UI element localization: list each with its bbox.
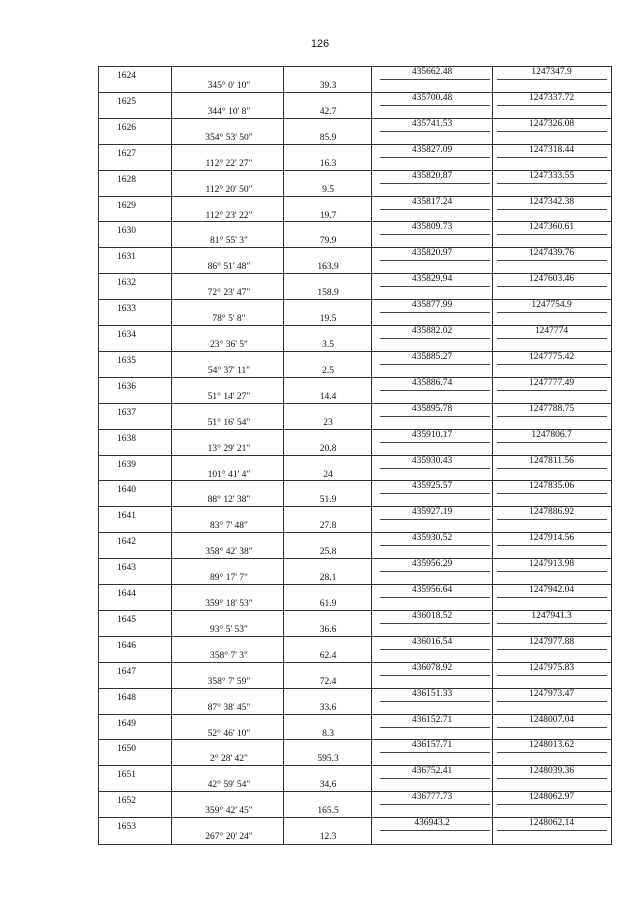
y-coordinate: 1247774: [534, 326, 569, 336]
value-underline: [380, 675, 490, 676]
bearing-angle: 54° 37' 11": [207, 365, 251, 376]
point-id: 1639: [117, 459, 136, 470]
value-underline: [380, 597, 490, 598]
x-coordinate: 435930.52: [411, 533, 453, 544]
distance-value: 163.9: [317, 262, 339, 273]
bearing-angle: 51° 16' 54": [207, 417, 251, 428]
distance-value: 27.8: [319, 521, 337, 532]
point-id: 1643: [117, 563, 136, 574]
distance-value: 85.9: [319, 132, 337, 143]
value-underline: [497, 131, 607, 132]
value-underline: [380, 364, 490, 365]
point-id: 1646: [117, 640, 136, 651]
y-coordinate: 1247942.04: [528, 585, 575, 595]
table-row: [99, 299, 611, 324]
y-coordinate: 1247941.3: [531, 610, 572, 621]
table-row: [99, 817, 611, 842]
table-row: [99, 92, 611, 117]
value-underline: [380, 545, 490, 546]
value-underline: [497, 493, 607, 494]
table-row: [99, 351, 611, 376]
point-id: 1641: [117, 511, 136, 522]
bearing-angle: 88° 12' 38": [207, 495, 251, 506]
y-coordinate: 1248062.97: [528, 792, 575, 803]
x-coordinate: 435877.99: [411, 300, 453, 311]
value-underline: [497, 701, 607, 702]
point-id: 1638: [117, 433, 136, 444]
value-underline: [497, 157, 607, 158]
y-coordinate: 1248039.36: [528, 766, 575, 777]
distance-value: 39.3: [319, 81, 337, 91]
table-row: [99, 558, 611, 583]
value-underline: [497, 804, 607, 805]
y-coordinate: 1247811.56: [529, 455, 574, 466]
distance-value: 24: [323, 469, 333, 480]
table-row: [99, 584, 611, 609]
bearing-angle: 358° 7' 3": [210, 650, 248, 661]
point-id: 1647: [117, 666, 136, 677]
y-coordinate: 1247318.44: [528, 144, 575, 155]
value-underline: [497, 364, 607, 365]
bearing-angle: 83° 7' 48": [210, 521, 248, 532]
value-underline: [380, 312, 490, 313]
distance-value: 158.9: [317, 288, 339, 299]
value-underline: [380, 338, 490, 339]
y-coordinate: 1247439.76: [528, 248, 575, 259]
table-row: [99, 739, 611, 764]
table-row: [99, 506, 611, 531]
y-coordinate: 1248007.04: [528, 714, 575, 725]
value-underline: [380, 209, 490, 210]
bearing-angle: 42° 59' 54": [207, 780, 251, 791]
x-coordinate: 436018.52: [411, 610, 453, 621]
distance-value: 14.4: [319, 391, 337, 402]
table-row: [99, 429, 611, 454]
x-coordinate: 436152.71: [411, 714, 453, 725]
bearing-angle: 2° 28' 42": [210, 754, 248, 765]
bearing-angle: 358° 42' 38": [205, 547, 253, 558]
distance-value: 23: [323, 417, 333, 428]
y-coordinate: 1248013.62: [528, 740, 575, 751]
x-coordinate: 435809.73: [411, 222, 453, 233]
page-number: 126: [310, 38, 330, 50]
value-underline: [380, 752, 490, 753]
bearing-angle: 358° 7' 59": [207, 676, 251, 687]
value-underline: [497, 623, 607, 624]
distance-value: 28.1: [319, 573, 337, 584]
table-row: [99, 455, 611, 480]
x-coordinate: 436777.73: [411, 792, 453, 803]
table-row: [99, 532, 611, 557]
point-id: 1642: [117, 537, 136, 548]
y-coordinate: 1247326.08: [528, 118, 575, 129]
x-coordinate: 435817.24: [411, 196, 453, 207]
value-underline: [497, 778, 607, 779]
bearing-angle: 345° 0' 10": [207, 81, 251, 91]
value-underline: [380, 727, 490, 728]
x-coordinate: 435820.87: [411, 170, 453, 181]
x-coordinate: 435925.57: [411, 481, 453, 492]
x-coordinate: 435882.02: [411, 326, 453, 336]
value-underline: [380, 442, 490, 443]
bearing-angle: 359° 42' 45": [205, 806, 253, 817]
distance-value: 79.9: [319, 236, 337, 247]
table-row: [99, 688, 611, 713]
point-id: 1628: [117, 174, 136, 185]
value-underline: [497, 752, 607, 753]
point-id: 1640: [117, 485, 136, 496]
value-underline: [380, 234, 490, 235]
distance-value: 19.5: [319, 314, 337, 325]
value-underline: [497, 416, 607, 417]
y-coordinate: 1247342.38: [528, 196, 575, 207]
x-coordinate: 436016.54: [411, 636, 453, 647]
x-coordinate: 435820.97: [411, 248, 453, 259]
y-coordinate: 1247603.46: [528, 274, 575, 285]
value-underline: [497, 286, 607, 287]
table-row: [99, 714, 611, 739]
point-id: 1645: [117, 614, 136, 625]
point-id: 1648: [117, 692, 136, 703]
point-id: 1653: [117, 822, 136, 833]
y-coordinate: 1247914.56: [528, 533, 575, 544]
y-coordinate: 1247754.9: [531, 300, 572, 311]
point-id: 1652: [117, 796, 136, 807]
y-coordinate: 1247337.72: [528, 92, 575, 103]
value-underline: [380, 260, 490, 261]
value-underline: [380, 519, 490, 520]
point-id: 1636: [117, 381, 136, 392]
value-underline: [380, 649, 490, 650]
bearing-angle: 101° 41' 4": [207, 469, 251, 480]
distance-value: 8.3: [322, 728, 334, 739]
bearing-angle: 93° 5' 53": [210, 624, 248, 635]
table-row: [99, 66, 611, 91]
value-underline: [380, 183, 490, 184]
table-row: [99, 247, 611, 272]
point-id: 1649: [117, 718, 136, 729]
distance-value: 34.6: [319, 780, 337, 791]
table-row: [99, 662, 611, 687]
value-underline: [380, 105, 490, 106]
table-row: [99, 325, 611, 350]
point-id: 1627: [117, 148, 136, 159]
x-coordinate: 435829.94: [411, 274, 453, 285]
distance-value: 16.3: [319, 158, 337, 169]
point-id: 1651: [117, 770, 136, 781]
bearing-angle: 359° 18' 53": [205, 599, 253, 609]
value-underline: [497, 390, 607, 391]
point-id: 1626: [117, 122, 136, 133]
table-row: [99, 144, 611, 169]
value-underline: [497, 468, 607, 469]
x-coordinate: 435895.78: [411, 403, 453, 414]
y-coordinate: 1247360.61: [528, 222, 575, 233]
y-coordinate: 1247777.49: [528, 377, 575, 388]
point-id: 1635: [117, 355, 136, 366]
value-underline: [380, 493, 490, 494]
value-underline: [497, 234, 607, 235]
value-underline: [380, 286, 490, 287]
value-underline: [380, 623, 490, 624]
y-coordinate: 1247775.42: [528, 351, 575, 362]
table-row: [99, 403, 611, 428]
x-coordinate: 435662.48: [411, 67, 453, 77]
value-underline: [497, 727, 607, 728]
x-coordinate: 435910.17: [411, 429, 453, 440]
bearing-angle: 89° 17' 7": [210, 573, 248, 584]
value-underline: [380, 701, 490, 702]
distance-value: 12.3: [319, 832, 337, 843]
distance-value: 61.9: [319, 599, 337, 609]
x-coordinate: 435956.29: [411, 559, 453, 570]
value-underline: [497, 830, 607, 831]
value-underline: [497, 105, 607, 106]
table-row: [99, 221, 611, 246]
table-row: [99, 765, 611, 790]
value-underline: [380, 157, 490, 158]
point-id: 1630: [117, 226, 136, 237]
y-coordinate: 1247806.7: [531, 429, 572, 440]
x-coordinate: 435885.27: [411, 351, 453, 362]
bearing-angle: 72° 23' 47": [207, 288, 251, 299]
bearing-angle: 52° 46' 10": [207, 728, 251, 739]
point-id: 1631: [117, 252, 136, 263]
bearing-angle: 86° 51' 48": [207, 262, 251, 273]
distance-value: 33.6: [319, 702, 337, 713]
y-coordinate: 1247975.83: [528, 662, 575, 673]
bearing-angle: 267° 20' 24": [205, 832, 253, 843]
point-id: 1624: [117, 71, 136, 81]
bearing-angle: 81° 55' 3": [210, 236, 248, 247]
x-coordinate: 436078.92: [411, 662, 453, 673]
x-coordinate: 435930.43: [411, 455, 453, 466]
distance-value: 9.5: [322, 184, 334, 195]
value-underline: [497, 675, 607, 676]
value-underline: [497, 442, 607, 443]
y-coordinate: 1247886.92: [528, 507, 575, 518]
y-coordinate: 1247973.47: [528, 688, 575, 699]
point-id: 1637: [117, 407, 136, 418]
x-coordinate: 435956.64: [411, 585, 453, 595]
bearing-angle: 78° 5' 8": [212, 314, 246, 325]
bearing-angle: 51° 14' 27": [207, 391, 251, 402]
table-row: [99, 170, 611, 195]
distance-value: 72.4: [319, 676, 337, 687]
value-underline: [380, 804, 490, 805]
value-underline: [497, 183, 607, 184]
bearing-angle: 13° 29' 21": [207, 443, 251, 454]
bearing-angle: 112° 23' 22": [205, 210, 253, 221]
table-row: [99, 636, 611, 661]
x-coordinate: 436157.71: [411, 740, 453, 751]
table-row: [99, 377, 611, 402]
x-coordinate: 436151.33: [411, 688, 453, 699]
value-underline: [497, 209, 607, 210]
x-coordinate: 435886.74: [411, 377, 453, 388]
bearing-angle: 354° 53' 50": [205, 132, 253, 143]
distance-value: 62.4: [319, 650, 337, 661]
coordinates-table: [98, 66, 612, 845]
distance-value: 36.6: [319, 624, 337, 635]
value-underline: [497, 649, 607, 650]
value-underline: [497, 312, 607, 313]
x-coordinate: 436943.2: [414, 818, 450, 829]
value-underline: [380, 416, 490, 417]
value-underline: [380, 571, 490, 572]
x-coordinate: 435827.09: [411, 144, 453, 155]
x-coordinate: 435700.48: [411, 92, 453, 103]
point-id: 1632: [117, 278, 136, 289]
y-coordinate: 1247835.06: [528, 481, 575, 492]
point-id: 1625: [117, 96, 136, 107]
value-underline: [380, 778, 490, 779]
bearing-angle: 344° 10' 8": [207, 106, 251, 117]
value-underline: [497, 545, 607, 546]
bearing-angle: 112° 20' 50": [205, 184, 253, 195]
distance-value: 2.5: [322, 365, 334, 376]
value-underline: [380, 468, 490, 469]
distance-value: 25.8: [319, 547, 337, 558]
y-coordinate: 1247347.9: [531, 67, 572, 77]
value-underline: [380, 830, 490, 831]
y-coordinate: 1247333.55: [528, 170, 575, 181]
y-coordinate: 1247788.75: [528, 403, 575, 414]
value-underline: [497, 79, 607, 80]
value-underline: [497, 571, 607, 572]
value-underline: [497, 597, 607, 598]
value-underline: [380, 131, 490, 132]
value-underline: [380, 79, 490, 80]
distance-value: 165.5: [317, 806, 339, 817]
x-coordinate: 436752.41: [411, 766, 453, 777]
distance-value: 595.3: [317, 754, 339, 765]
x-coordinate: 435741.53: [411, 118, 453, 129]
bearing-angle: 87° 38' 45": [207, 702, 251, 713]
distance-value: 3.5: [322, 340, 334, 350]
distance-value: 19.7: [319, 210, 337, 221]
distance-value: 42.7: [319, 106, 337, 117]
table-row: [99, 791, 611, 816]
table-row: [99, 196, 611, 221]
table-row: [99, 610, 611, 635]
value-underline: [497, 260, 607, 261]
bearing-angle: 23° 36' 5": [210, 340, 248, 350]
point-id: 1644: [117, 589, 136, 599]
y-coordinate: 1247977.88: [528, 636, 575, 647]
distance-value: 20.8: [319, 443, 337, 454]
value-underline: [497, 519, 607, 520]
distance-value: 51.9: [319, 495, 337, 506]
value-underline: [497, 338, 607, 339]
y-coordinate: 1247913.98: [528, 559, 575, 570]
point-id: 1634: [117, 330, 136, 340]
table-row: [99, 118, 611, 143]
point-id: 1633: [117, 304, 136, 315]
table-row: [99, 480, 611, 505]
table-row: [99, 273, 611, 298]
point-id: 1629: [117, 200, 136, 211]
bearing-angle: 112° 22' 27": [205, 158, 253, 169]
x-coordinate: 435927.19: [411, 507, 453, 518]
value-underline: [380, 390, 490, 391]
y-coordinate: 1248062.14: [528, 818, 575, 829]
point-id: 1650: [117, 744, 136, 755]
